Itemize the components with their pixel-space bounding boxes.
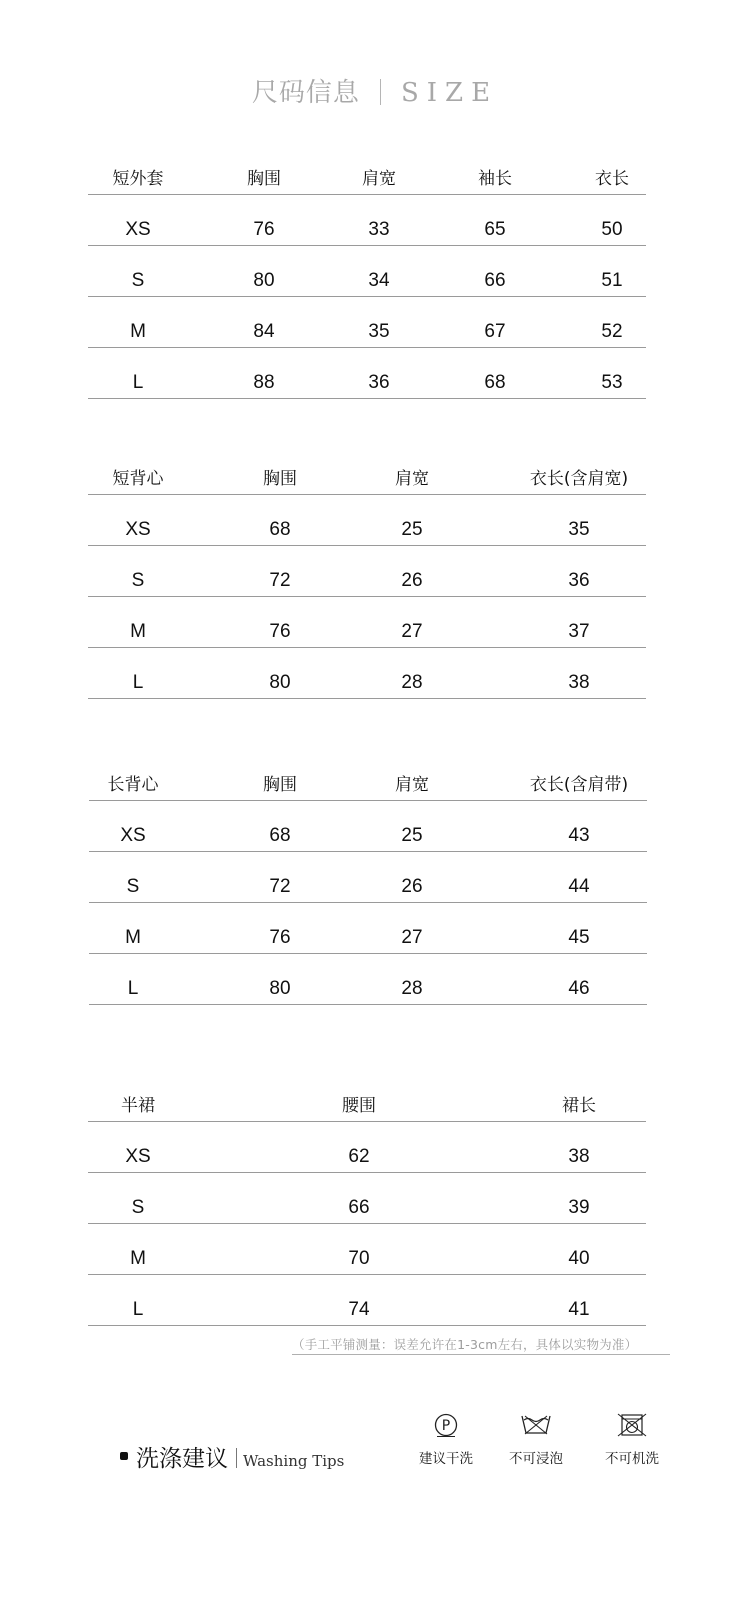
table-header-cell: 半裙 [121, 1096, 155, 1116]
table-cell: 28 [401, 672, 423, 693]
table-cell: 27 [401, 927, 423, 948]
size-table-short-jacket [88, 160, 646, 399]
table-cell: 76 [253, 219, 275, 240]
table-header-cell: 衣长 [595, 169, 629, 189]
table-header-cell: 短外套 [112, 169, 164, 189]
washing-tips-title [120, 1440, 344, 1473]
table-row [88, 195, 646, 246]
table-cell: 26 [401, 876, 423, 897]
table-cell: 41 [568, 1299, 590, 1320]
table-cell: 36 [568, 570, 590, 591]
table-cell: 43 [568, 825, 590, 846]
table-cell: 76 [269, 621, 291, 642]
table-cell: 25 [401, 519, 423, 540]
care-label: 建议干洗 [419, 1451, 473, 1467]
table-cell: 84 [253, 321, 275, 342]
table-cell: 68 [269, 825, 291, 846]
table-cell: XS [125, 519, 151, 540]
table-header-row [88, 1087, 646, 1122]
table-cell: 38 [568, 1146, 590, 1167]
table-cell: 33 [368, 219, 390, 240]
table-header-cell: 腰围 [342, 1096, 376, 1116]
washing-title-divider [236, 1448, 237, 1468]
table-row [88, 348, 646, 399]
table-cell: 34 [368, 270, 390, 291]
table-cell: 39 [568, 1197, 590, 1218]
table-cell: 46 [568, 978, 590, 999]
table-header-cell: 肩宽 [395, 469, 429, 489]
title-en: SIZE [400, 78, 499, 108]
table-cell: 40 [568, 1248, 590, 1269]
table-cell: 80 [269, 672, 291, 693]
table-cell: 52 [601, 321, 623, 342]
table-cell: 38 [568, 672, 590, 693]
table-cell: 65 [484, 219, 506, 240]
table-cell: M [130, 321, 146, 342]
table-row [88, 495, 646, 546]
table-cell: 37 [568, 621, 590, 642]
table-row [89, 903, 647, 954]
table-cell: 72 [269, 570, 291, 591]
table-row [88, 597, 646, 648]
table-row [88, 546, 646, 597]
care-item-dry-clean [406, 1412, 486, 1467]
table-header-cell: 肩宽 [362, 169, 396, 189]
washing-title-en: Washing Tips [243, 1452, 345, 1470]
washing-title-cn: 洗涤建议 [136, 1446, 228, 1472]
table-cell: 80 [269, 978, 291, 999]
table-header-row [89, 766, 647, 801]
table-cell: 70 [348, 1248, 370, 1269]
table-header-cell: 胸围 [263, 775, 297, 795]
table-cell: 25 [401, 825, 423, 846]
table-cell: XS [125, 1146, 151, 1167]
table-header-cell: 长背心 [107, 775, 159, 795]
table-cell: S [131, 270, 145, 291]
table-cell: XS [125, 219, 151, 240]
care-label: 不可浸泡 [509, 1451, 563, 1467]
table-row [88, 297, 646, 348]
measurement-note: （手工平铺测量：误差允许在1-3cm左右，具体以实物为准） [292, 1335, 670, 1355]
table-header-cell: 衣长(含肩带) [529, 775, 629, 795]
table-cell: 35 [568, 519, 590, 540]
table-cell: L [127, 978, 139, 999]
table-cell: 26 [401, 570, 423, 591]
table-cell: M [125, 927, 141, 948]
table-cell: XS [120, 825, 146, 846]
table-row [88, 1122, 646, 1173]
no-machine-wash-icon [616, 1412, 648, 1438]
table-cell: 66 [348, 1197, 370, 1218]
table-cell: 62 [348, 1146, 370, 1167]
table-cell: 67 [484, 321, 506, 342]
table-cell: 51 [601, 270, 623, 291]
table-cell: 68 [484, 372, 506, 393]
care-item-no-soak [496, 1412, 576, 1467]
table-cell: S [131, 1197, 145, 1218]
table-cell: L [132, 1299, 144, 1320]
size-table-short-vest [88, 460, 646, 699]
table-cell: 76 [269, 927, 291, 948]
table-header-cell: 肩宽 [395, 775, 429, 795]
table-cell: 80 [253, 270, 275, 291]
table-row [89, 801, 647, 852]
table-cell: 66 [484, 270, 506, 291]
table-header-row [88, 160, 646, 195]
table-cell: 88 [253, 372, 275, 393]
bullet-icon [120, 1452, 128, 1460]
title-cn: 尺码信息 [251, 78, 360, 108]
table-row [88, 1224, 646, 1275]
care-label: 不可机洗 [605, 1451, 659, 1467]
table-cell: 45 [568, 927, 590, 948]
table-row [89, 954, 647, 1005]
table-header-cell: 胸围 [263, 469, 297, 489]
table-cell: 68 [269, 519, 291, 540]
table-cell: 50 [601, 219, 623, 240]
table-header-cell: 短背心 [112, 469, 164, 489]
table-header-cell: 袖长 [478, 169, 512, 189]
table-cell: 27 [401, 621, 423, 642]
table-header-cell: 胸围 [247, 169, 281, 189]
table-header-row [88, 460, 646, 495]
table-cell: S [131, 570, 145, 591]
table-cell: S [126, 876, 140, 897]
table-cell: 72 [269, 876, 291, 897]
no-soak-icon [520, 1412, 552, 1438]
page-title [0, 72, 750, 109]
table-cell: 74 [348, 1299, 370, 1320]
table-cell: 53 [601, 372, 623, 393]
table-cell: M [130, 621, 146, 642]
table-cell: M [130, 1248, 146, 1269]
svg-text:P: P [441, 1418, 451, 1434]
table-header-cell: 衣长(含肩宽) [529, 469, 629, 489]
title-divider [380, 79, 381, 105]
table-header-cell: 裙长 [562, 1096, 596, 1116]
table-cell: 28 [401, 978, 423, 999]
table-row [88, 1173, 646, 1224]
table-cell: 35 [368, 321, 390, 342]
table-row [88, 648, 646, 699]
care-item-no-machine-wash [592, 1412, 672, 1467]
table-row [88, 1275, 646, 1326]
table-row [88, 246, 646, 297]
size-table-long-vest [89, 766, 647, 1005]
table-cell: L [132, 372, 144, 393]
table-cell: 44 [568, 876, 590, 897]
table-row [89, 852, 647, 903]
dry-clean-icon [433, 1412, 459, 1438]
table-cell: L [132, 672, 144, 693]
size-table-skirt [88, 1087, 646, 1326]
table-cell: 36 [368, 372, 390, 393]
